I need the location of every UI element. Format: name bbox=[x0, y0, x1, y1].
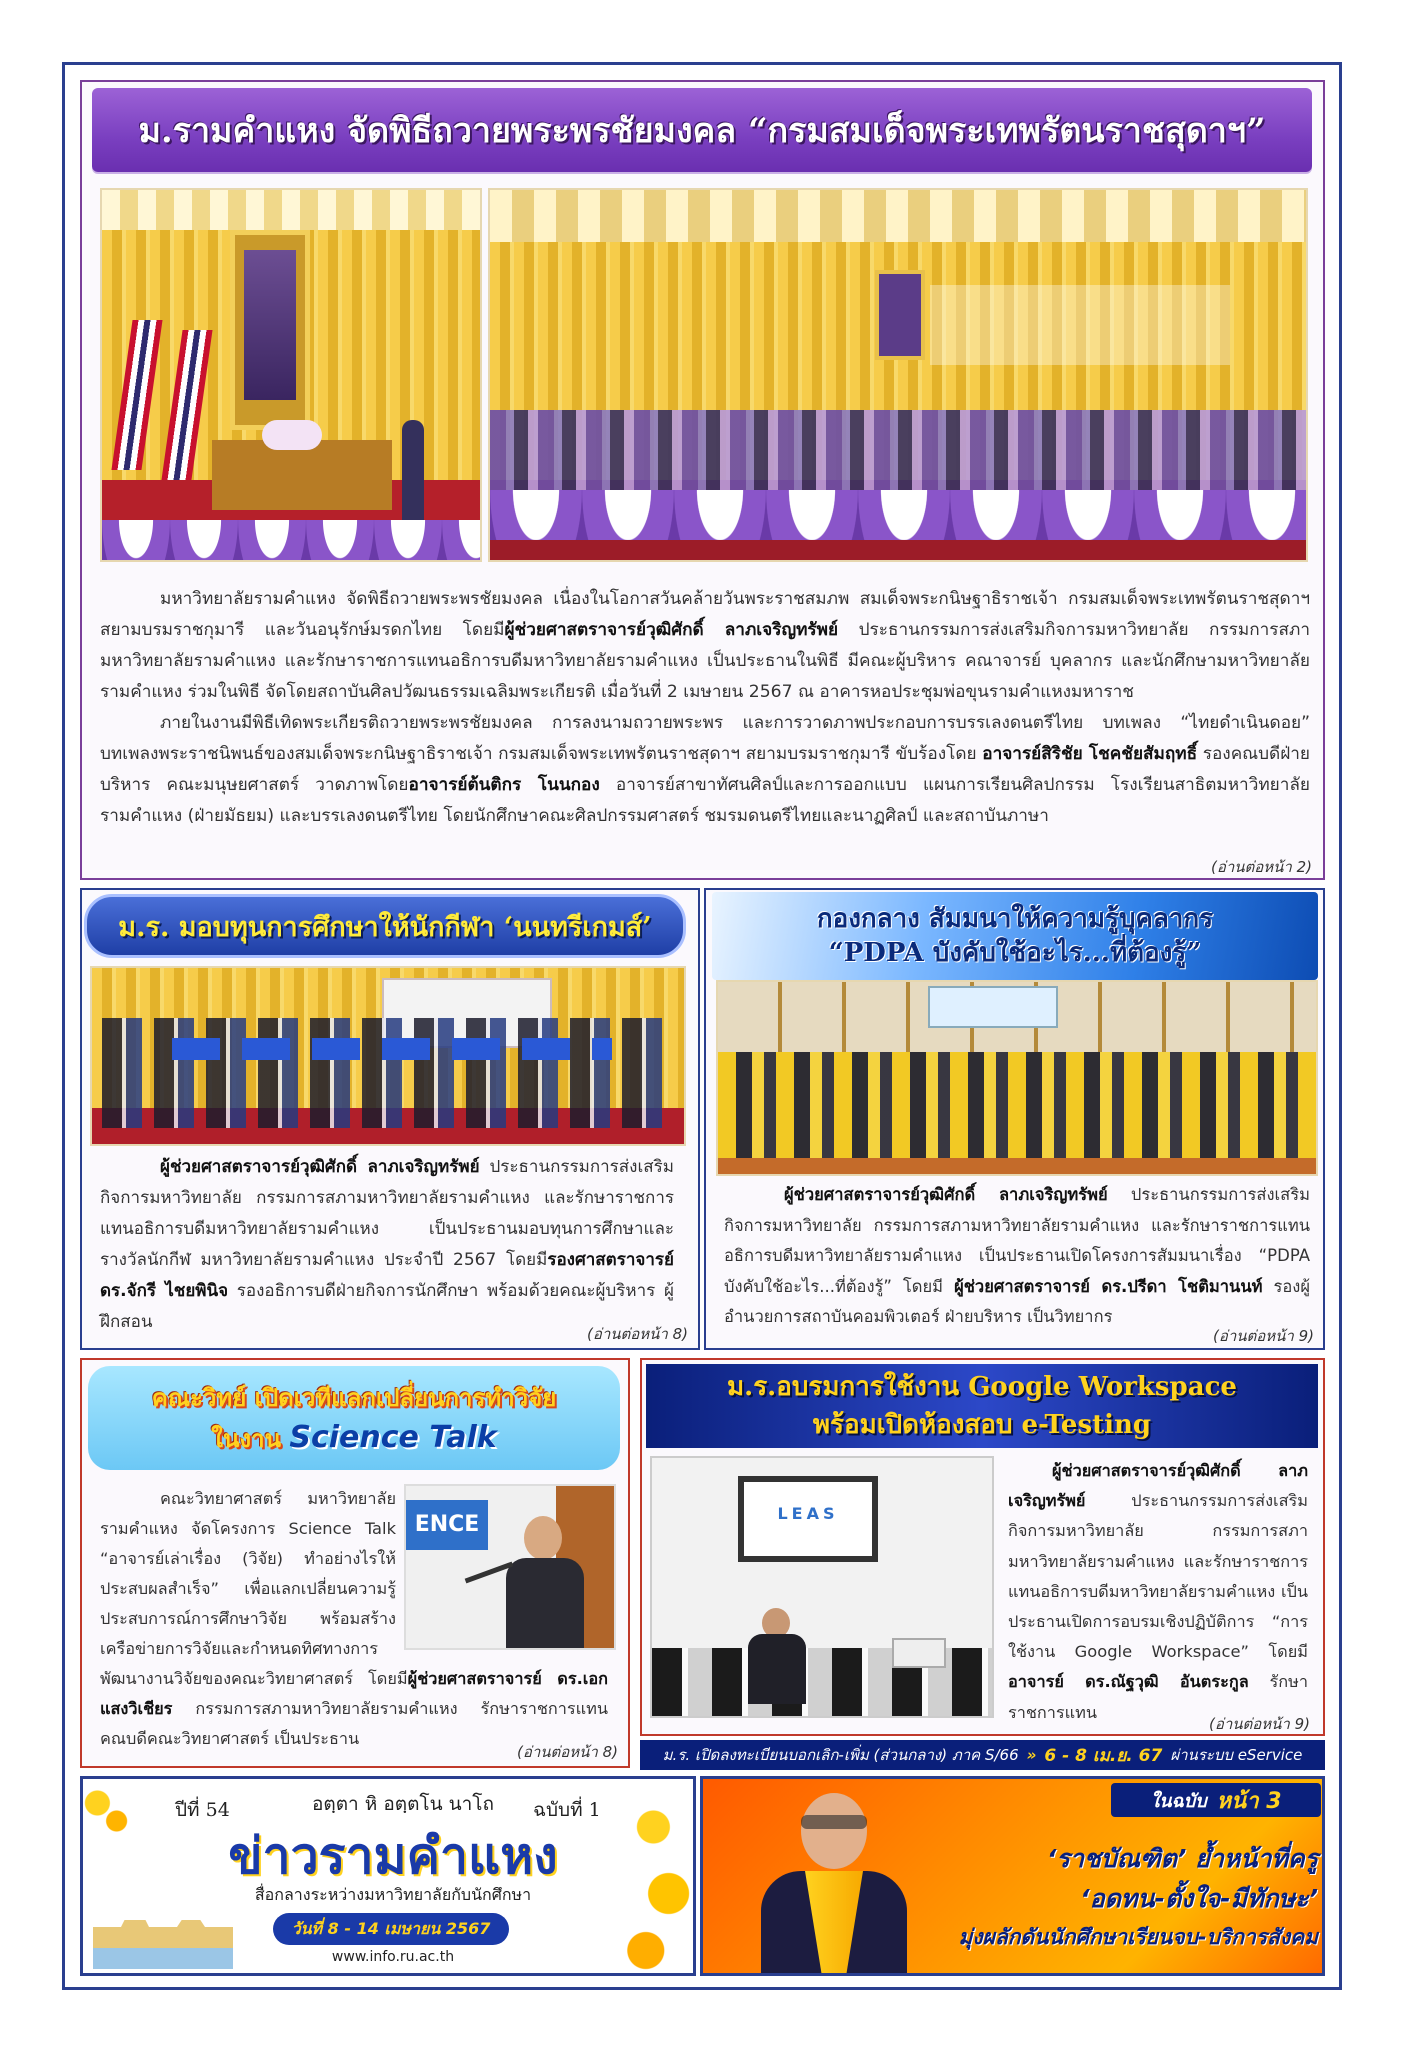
pdpa-headline-line1: กองกลาง สัมมนาให้ความรู้บุคลากร bbox=[816, 904, 1214, 934]
inside-label: ในฉบับ bbox=[1150, 1790, 1207, 1812]
scholarship-headline-banner bbox=[84, 894, 686, 958]
google-photo-screen-logo: LEAS bbox=[777, 1504, 839, 1523]
google-headline-line2: พร้อมเปิดห้องสอบ e-Testing bbox=[812, 1410, 1152, 1440]
masthead-motto: อตฺตา หิ อตฺตโน นาโถ bbox=[311, 1793, 495, 1815]
inside-issue-panel bbox=[700, 1776, 1325, 1976]
inside-portrait bbox=[743, 1779, 923, 1976]
pdpa-more-link[interactable]: (อ่านต่อหน้า 9) bbox=[1212, 1327, 1314, 1345]
masthead bbox=[80, 1776, 696, 1976]
main-photo-group bbox=[488, 188, 1308, 562]
pdpa-photo bbox=[716, 980, 1318, 1176]
google-headline-banner bbox=[646, 1364, 1318, 1448]
main-headline: ม.รามคำแหง จัดพิธีถวายพระพรชัยมงคล “กรมสมเด็จพระเทพรัตนราชสุดาฯ” bbox=[138, 111, 1266, 151]
masthead-palace-illustration bbox=[93, 1899, 233, 1969]
masthead-url[interactable]: www.info.ru.ac.th bbox=[331, 1949, 455, 1965]
masthead-flower-decoration bbox=[83, 1779, 131, 1839]
google-more-link[interactable]: (อ่านต่อหน้า 9) bbox=[1208, 1715, 1310, 1733]
ticker-channel: ผ่านระบบ eService bbox=[1170, 1746, 1303, 1764]
inside-line3: มุ่งผลักดันนักศึกษาเรียนจบ-บริการสังคม bbox=[958, 1925, 1318, 1949]
science-talk-headline-line2: ในงาน Science Talk bbox=[211, 1419, 497, 1455]
scholarship-headline: ม.ร. มอบทุนการศึกษาให้นักกีฬา ‘นนทรีเกมส์’ bbox=[118, 911, 652, 943]
inside-line1: ‘ราชบัณฑิต’ ย้ำหน้าที่ครู bbox=[1046, 1844, 1318, 1873]
masthead-flower-decoration-right bbox=[623, 1789, 696, 1976]
inside-line2: ‘อดทน-ตั้งใจ-มีทักษะ’ bbox=[1080, 1884, 1318, 1913]
science-talk-body: คณะวิทยาศาสตร์ มหาวิทยาลัยรามคำแหง จัดโครงการ Science Talk “อาจารย์เล่าเรื่อง (วิจัย) ทำอย่างไรให้ประสบผลสำเร็จ” เพื่อแลกเปลี่ยนความรู้ ประสบการณ์การศึกษาวิจัย พร้อมสร้างเครือข่ายการวิจัยและกำหนดทิศทางการพัฒนางานวิจัยของคณะวิทยาศาสตร์ โดยมีผู้ช่วยศาสตราจารย์ ดร.เอก แสงวิเชียร กรรมการสภามหาวิทยาลัยรามคำแหง รักษาราชการแทนคณบดีคณะวิทยาศาสตร์ เป็นประธาน bbox=[100, 1489, 608, 1748]
masthead-date-badge bbox=[273, 1913, 509, 1945]
registration-ticker[interactable] bbox=[640, 1740, 1325, 1770]
google-headline-line1: ม.ร.อบรมการใช้งาน Google Workspace bbox=[727, 1372, 1237, 1402]
main-headline-banner bbox=[92, 88, 1312, 172]
scholarship-body: ผู้ช่วยศาสตราจารย์วุฒิศักดิ์ ลาภเจริญทรัพย์ ประธานกรรมการส่งเสริมกิจการมหาวิทยาลัย กรรมการสภามหาวิทยาลัยรามคำแหง และรักษาราชการแทนอธิการบดีมหาวิทยาลัยรามคำแหง เป็นประธานมอบทุนการศึกษาและรางวัลนักกีฬ มหาวิทยาลัยรามคำแหง ประจำปี 2567 โดยมีรองศาสตราจารย์ ดร.จักรี ไชยพินิจ รองอธิการบดีฝ่ายกิจการนักศึกษา พร้อมด้วยคณะผู้บริหาร ผู้ฝึกสอน bbox=[100, 1157, 675, 1332]
science-talk-headline-banner bbox=[88, 1366, 620, 1470]
science-talk-photo-sign: ENCE bbox=[406, 1500, 488, 1550]
pdpa-headline-banner bbox=[712, 892, 1318, 980]
masthead-title: ข่าวรามคำแหง bbox=[228, 1826, 558, 1885]
ticker-arrow-icon: » bbox=[1026, 1746, 1037, 1764]
scholarship-more-link[interactable]: (อ่านต่อหน้า 8) bbox=[586, 1325, 688, 1343]
main-story-more-link[interactable]: (อ่านต่อหน้า 2) bbox=[1210, 858, 1312, 876]
main-story-body: มหาวิทยาลัยรามคำแหง จัดพิธีถวายพระพรชัยมงคล เนื่องในโอกาสวันคล้ายวันพระราชสมภพ สมเด็จพระกนิษฐาธิราชเจ้า กรมสมเด็จพระเทพรัตนราชสุดาฯ สยามบรมราชกุมารี และวันอนุรักษ์มรดกไทย โดยมีผู้ช่วยศาสตราจารย์วุฒิศักดิ์ ลาภเจริญทรัพย์ ประธานกรรมการส่งเสริมกิจการมหาวิทยาลัย กรรมการสภามหาวิทยาลัยรามคำแหง และรักษาราชการแทนอธิการบดีมหาวิทยาลัยรามคำแหง เป็นประธานในพิธี มีคณะผู้บริหาร คณาจารย์ บุคลากร และนักศึกษามหาวิทยาลัยรามคำแหง ร่วมในพิธี จัดโดยสถาบันศิลปวัฒนธรรมเฉลิมพระเกียรติ เมื่อวันที่ 2 เมษายน 2567 ณ อาคารหอประชุมพ่อขุนรามคำแหงมหาราช ภายในงานมีพิธีเทิดพระเกียรติถวายพระพรชัยมงคล การลงนามถวายพระพร และการวาดภาพประกอบการบรรเลงดนตรีไทย บทเพลง “ไทยดำเนินดอย” บทเพลงพระราชนิพนธ์ของสมเด็จพระกนิษฐาธิราชเจ้า กรมสมเด็จพระเทพรัตนราชสุดาฯ สยามบรมราชกุมารี ขับร้องโดย อาจารย์สิริชัย โชคชัยสัมฤทธิ์ รองคณบดีฝ่ายบริหาร คณะมนุษยศาสตร์ วาดภาพโดยอาจารย์ต้นติกร โนนกอง อาจารย์สาขาทัศนศิลป์และการออกแบบ แผนการเรียนศิลปกรรม โรงเรียนสาธิตมหาวิทยาลัยรามคำแหง (ฝ่ายมัธยม) และบรรเลงดนตรีไทย โดยนักศึกษาคณะศิลปกรรมศาสตร์ ชมรมดนตรีไทยและนาฏศิลป์ และสถาบันภาษา bbox=[100, 589, 1311, 826]
google-photo bbox=[650, 1456, 994, 1718]
science-talk-headline-line1: คณะวิทย์ เปิดเวทีแลกเปลี่ยนการทำวิจัย bbox=[151, 1382, 557, 1412]
science-talk-more-link[interactable]: (อ่านต่อหน้า 8) bbox=[516, 1743, 618, 1761]
masthead-issue: ฉบับที่ 1 bbox=[533, 1799, 601, 1821]
inside-page: หน้า 3 bbox=[1216, 1788, 1282, 1814]
inside-page-badge[interactable] bbox=[1111, 1783, 1321, 1817]
ticker-dates: 6 - 8 เม.ย. 67 bbox=[1044, 1745, 1163, 1766]
google-body: ผู้ช่วยศาสตราจารย์วุฒิศักดิ์ ลาภเจริญทรัพย์ ประธานกรรมการส่งเสริมกิจการมหาวิทยาลัย กรรมการสภามหาวิทยาลัยรามคำแหง และรักษาราชการแทนอธิการบดีมหาวิทยาลัยรามคำแหง เป็นประธานเปิดการอบรมเชิงปฏิบัติการ “การใช้งาน Google Workspace” โดยมี อาจารย์ ดร.ณัฐวุฒิ อันตระกูล รักษาราชการแทน bbox=[1008, 1461, 1308, 1722]
masthead-volume: ปีที่ 54 bbox=[175, 1799, 230, 1821]
pdpa-headline-line2: “PDPA บังคับใช้อะไร...ที่ต้องรู้” bbox=[828, 938, 1202, 968]
masthead-subtitle: สื่อกลางระหว่างมหาวิทยาลัยกับนักศึกษา bbox=[254, 1885, 532, 1904]
scholarship-photo bbox=[90, 966, 686, 1146]
masthead-date: วันที่ 8 - 14 เมษายน 2567 bbox=[291, 1918, 491, 1938]
pdpa-body: ผู้ช่วยศาสตราจารย์วุฒิศักดิ์ ลาภเจริญทรัพย์ ประธานกรรมการส่งเสริมกิจการมหาวิทยาลัย กรรมการสภามหาวิทยาลัยรามคำแหง และรักษาราชการแทนอธิการบดีมหาวิทยาลัยรามคำแหง เป็นประธานเปิดโครงการสัมมนาเรื่อง “PDPA บังคับใช้อะไร...ที่ต้องรู้” โดยมี ผู้ช่วยศาสตราจารย์ ดร.ปรีดา โชติมานนท์ รองผู้อำนวยการสถาบันคอมพิวเตอร์ ฝ่ายบริหาร เป็นวิทยากร bbox=[724, 1185, 1310, 1326]
main-photo-shrine bbox=[100, 188, 482, 562]
ticker-text: ม.ร. เปิดลงทะเบียนบอกเลิก-เพิ่ม (ส่วนกลาง) ภาค S/66 bbox=[662, 1746, 1019, 1764]
